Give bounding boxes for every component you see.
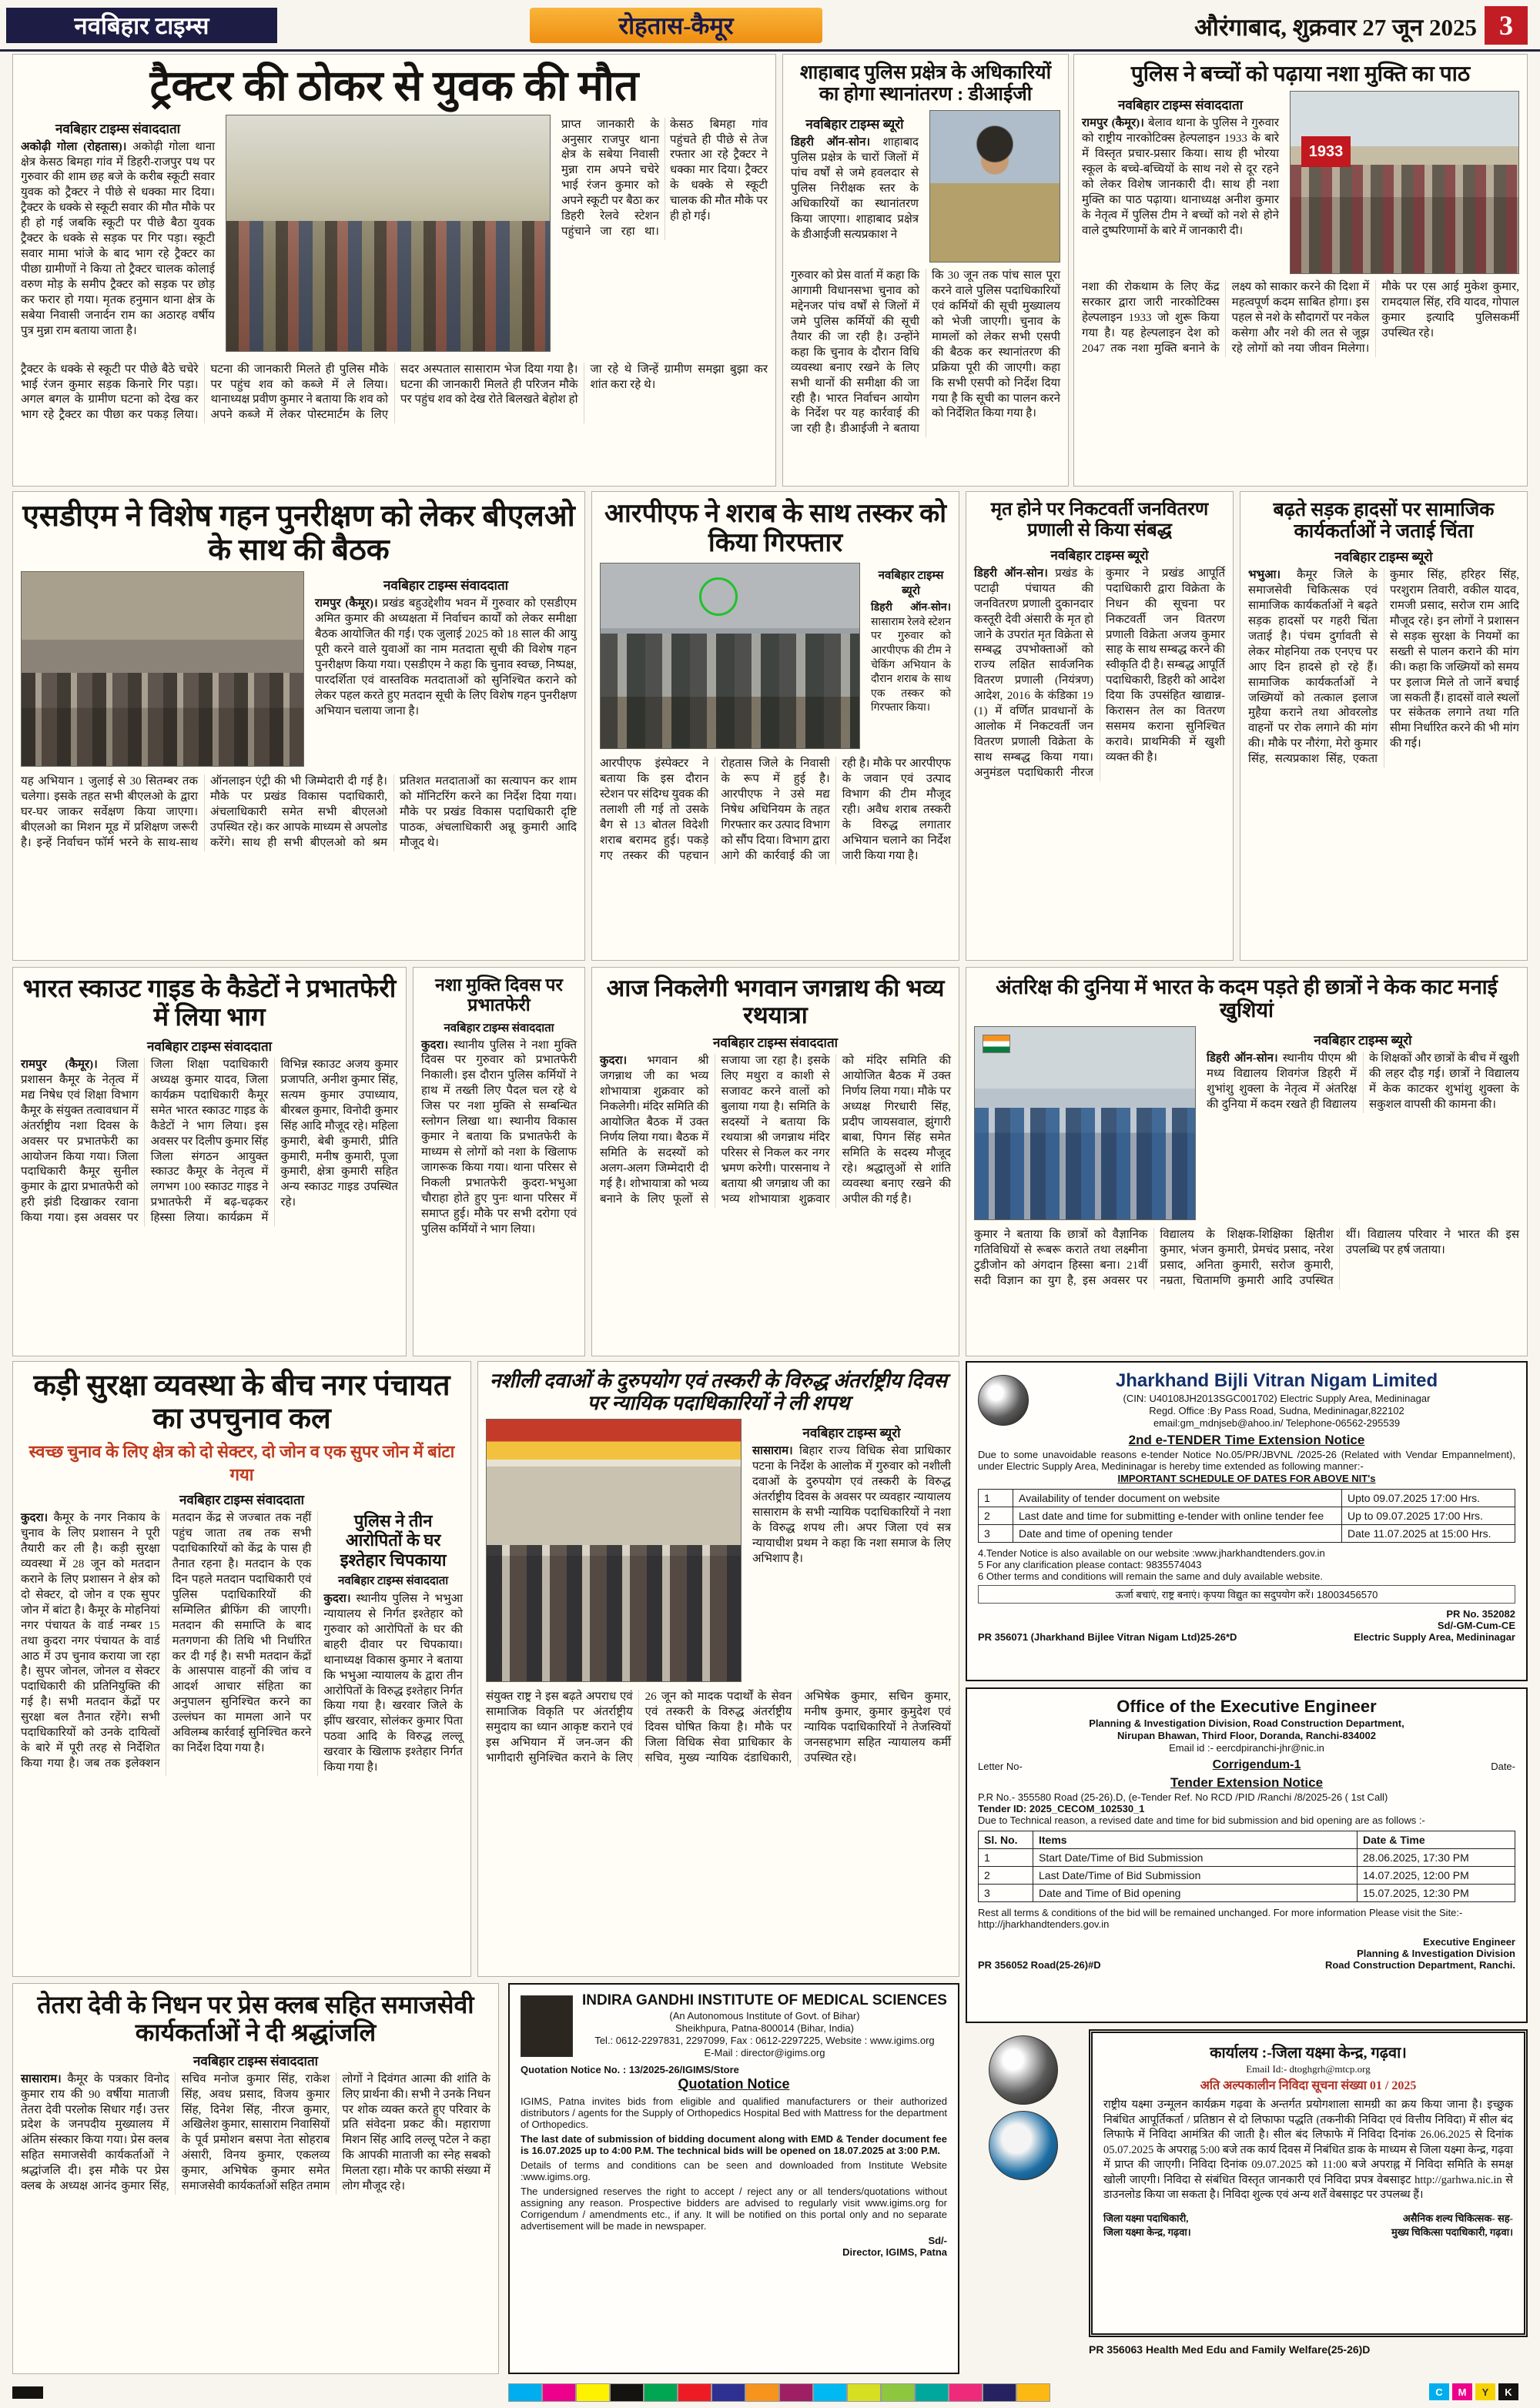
rpf-figures: [601, 634, 859, 748]
article-sdm-blo-meeting: [12, 491, 585, 961]
pr-line: PR 356052 Road(25-26)#D: [978, 1959, 1101, 1971]
headline: भारत स्काउट गाइड के कैडेटों ने प्रभातफेरी में लिया भाग: [22, 975, 397, 1032]
subheadline: स्वच्छ चुनाव के लिए क्षेत्र को दो सेक्टर, दो जोन व एक सुपर जोन में बांटा गया: [28, 1442, 455, 1485]
byline: नवबिहार टाइम्स संवाददाता: [712, 1035, 839, 1051]
ad-title: Office of the Executive Engineer: [1116, 1697, 1377, 1716]
students-figures: [975, 1108, 1195, 1219]
headline: आज निकलेगी भगवान जगन्नाथ की भव्य रथयात्रा: [606, 975, 945, 1028]
signature: असैनिक शल्य चिकित्सक- सह-: [1402, 2212, 1513, 2224]
letter-no-label: Letter No-: [978, 1761, 1023, 1772]
table-header-row: [979, 1831, 1515, 1849]
dateline: डिहरी ऑन-सोन।: [871, 602, 951, 614]
color-patch: [1016, 2383, 1050, 2402]
col-header: Sl. No.: [979, 1831, 1033, 1849]
article-photo-tractor-scene: [226, 115, 551, 352]
article-photo-sdm-meeting: [21, 571, 304, 767]
body-text: बिहार राज्य विधिक सेवा प्राधिकार पटना के निर्देश के आलोक में गुरुवार को नशीली दवाओं के दुरुपयोग एवं तस्करी के विरुद्ध अंतर्राष्ट्रीय दिवस के अवसर पर व्यवहार न्यायालय सासाराम के सभी न्यायिक पदाधिकारियों ने नशा के विरुद्ध शपथ ली। अपर जिला एवं सत्र न्यायाधीश प्रथम ने कहा कि नशा समाज के लिए अभिशाप है।: [752, 1445, 951, 1565]
sub-article-ishtehar: [323, 1511, 463, 1776]
dateline: डिहरी ऑन-सोन।: [1207, 1052, 1278, 1065]
body-text: कुमार ने बताया कि छात्रों को वैज्ञानिक गतिविधियों से रूबरू कराते तथा लक्ष्मीना टुडीजोन को अंगदान हिस्सा बना। 21वीं सदी विज्ञान का युग है, इस अवसर पर विद्यालय के शिक्षक-शिक्षिका क्षितीश कुमार, भंजन कुमारी, प्रेमचंद प्रसाद, नरेश प्रसाद, अनिता कुमारी, सरोज कुमारी, नम्रता, चितामणि कुमारी आदि उपस्थित थीं। विद्यालय परिवार ने भारत की इस उपलब्धि पर हर्ष जताया।: [974, 1229, 1519, 1288]
energy-slogan: ऊर्जा बचाएं, राष्ट्र बनाएं। कृपया विद्युत का सदुपयोग करें। 18003456570: [978, 1585, 1515, 1604]
article-prabhatpheri: [413, 967, 585, 1356]
tender-id: Tender ID: 2025_CECOM_102530_1: [978, 1803, 1145, 1814]
row-item: Date and time of opening tender: [1013, 1525, 1342, 1543]
row-no: 3: [979, 1525, 1013, 1543]
byline: नवबिहार टाइम्स संवाददाता: [1117, 98, 1244, 113]
color-patch: [813, 2383, 847, 2402]
ad-note: Rest all terms & conditions of the bid will be remained unchanged. For more information Please visit the Site:- http://jharkhandtenders.gov.in: [978, 1907, 1463, 1930]
ad-notice-title: Quotation Notice: [678, 2076, 790, 2092]
students-figures: [1291, 165, 1518, 274]
article-space-cake-celebration: [966, 967, 1528, 1356]
edition-region: रोहतास-कैमूर: [530, 8, 822, 43]
dateline: डिहरी ऑन-सोन।: [791, 136, 871, 149]
signature: जिला यक्ष्मा केन्द्र, गढ़वा।: [1103, 2226, 1191, 2238]
ad-paragraph: Details of terms and conditions can be seen and downloaded from Institute Website :www.igims.org.: [521, 2159, 947, 2182]
ad-contact-line: email:gm_mdnjseb@ahoo.in/ Telephone-06562-295539: [1153, 1417, 1401, 1429]
color-patch: [508, 2383, 542, 2402]
ad-intro: Due to some unavoidable reasons e-tender Notice No.05/PR/JBVNL /2025-26 (Related with Vendar Empannelment), under Electric Supply Area, Medininagar is hereby time extended as following manner:-: [978, 1449, 1515, 1472]
row-no: 3: [979, 1885, 1033, 1902]
color-patch: [847, 2383, 881, 2402]
cyan-swatch: C: [1429, 2383, 1449, 2400]
color-patch: [745, 2383, 779, 2402]
corrigendum-label: Corrigendum-1: [1212, 1758, 1301, 1771]
pr-line: PR 356071 (Jharkhand Bijlee Vitran Nigam Ltd)25-26*D: [978, 1631, 1237, 1643]
black-swatch: K: [1498, 2383, 1518, 2400]
page-number: 3: [1485, 6, 1528, 45]
body-text: स्थानीय पुलिस ने नशा मुक्ति दिवस पर गुरुवार को प्रभातफेरी निकाली। इस दौरान पुलिस कर्मियों ने हाथ में तख्ती लिए पैदल चल रहे थे जिस पर नशा मुक्ति से सम्बन्धित स्लोगन लिखा था। स्थानीय विकास कुमार ने बताया कि प्रभातफेरी के माध्यम से लोगों को नशा के खिलाफ जागरूक किया गया। थाना परिसर से निकली प्रभातफेरी कुदरा-भभुआ चौराहा होते हुए पुनः थाना परिसर में समाप्त हुई। मौके पर सभी दरोगा एवं पुलिस कर्मियों ने भाग लिया।: [421, 1038, 577, 1236]
quotation-notice-no: Quotation Notice No. : 13/2025-26/IGIMS/Store: [521, 2064, 739, 2075]
color-patch: [915, 2383, 949, 2402]
igims-logo-icon: [521, 1995, 573, 2057]
article-judicial-oath: [477, 1361, 959, 1977]
headline: आरपीएफ ने शराब के साथ तस्कर को किया गिरफ्तार: [604, 500, 947, 558]
body-text: स्थानीय पीएम श्री मध्य विद्यालय शिवगंज डिहरी में शुभांशु शुक्ला के नेतृत्व में अंतरिक्ष की दुनिया में कदम रखते ही विद्यालय के शिक्षकों और छात्रों के बीच में खुशी की लहर दौड़ गई। छात्रों ने विद्यालय में केक काटकर शुभांशु शुक्ला के सकुशल वापसी की कामना की।: [1207, 1052, 1519, 1112]
ad-paragraph: The last date of submission of bidding document along with EMD & Tender document fee is 16.07.2025 up to 4:00 P.M. The technical bids will be opened on 18.07.2025 at 3:00 P.M.: [521, 2133, 947, 2156]
dateline: सासाराम।: [21, 2072, 62, 2085]
color-patch: [711, 2383, 745, 2402]
row-date: Date 11.07.2025 at 15:00 Hrs.: [1342, 1525, 1515, 1543]
signature: Sd/-: [928, 2235, 947, 2246]
article-photo-students-cake: [974, 1026, 1196, 1220]
body-text: शाहाबाद पुलिस प्रक्षेत्र के चारों जिलों में पांच वर्षों से जमे हवलदार से पुलिस निरीक्षक स्तर के अधिकारियों का स्थानांतरण किया जाएगा। शाहाबाद प्रक्षेत्र के डीआईजी सत्यप्रकाश ने: [791, 136, 919, 241]
article-photo-dig-officer: [929, 110, 1060, 263]
row-date: Up to 09.07.2025 17:00 Hrs.: [1342, 1507, 1515, 1525]
ad-schedule-title: IMPORTANT SCHEDULE OF DATES FOR ABOVE NIT's: [1117, 1473, 1376, 1484]
row-item: Start Date/Time of Bid Submission: [1033, 1849, 1358, 1867]
body-text: बेलाव थाना के पुलिस ने गुरुवार को राष्ट्रीय नारकोटिक्स हेल्पलाइन 1933 के बारे में विस्तृत प्रचार-प्रसार किया। साथ ही भोरया स्कूल के बच्चे-बच्चियों के साथ नशे से दूर रहने को लेकर विशेष जानकारी दी। साथ ही नशा मुक्ति का पाठ पढ़ाया। थानाध्यक्ष अनीश कुमार के नेतृत्व में पुलिस टीम ने बच्चों को नशे से होने वाले दुष्परिणामों के बारे में जानकारी दी।: [1082, 117, 1280, 237]
ad-note: 6 Other terms and conditions will remain the same and duly available website.: [978, 1570, 1324, 1582]
dateline: अकोढ़ी गोला (रोहतास)।: [21, 140, 127, 153]
article-photo-oath-ceremony: [486, 1419, 742, 1682]
headline: कड़ी सुरक्षा व्यवस्था के बीच नगर पंचायत का उपचुनाव कल: [33, 1370, 450, 1435]
ad-intro: Due to Technical reason, a revised date and time for bid submission and bid opening are as follows :-: [978, 1814, 1425, 1826]
signature: मुख्य चिकित्सा पदाधिकारी, गढ़वा।: [1391, 2226, 1513, 2238]
row-item: Last date and time for submitting e-tender with online tender fee: [1013, 1507, 1342, 1525]
ad-org-name: INDIRA GANDHI INSTITUTE OF MEDICAL SCIENCES: [582, 1992, 947, 2008]
body-text: कैमूर जिले के समाजसेवी चिकित्सक एवं सामाजिक कार्यकर्ताओं ने बढ़ते सड़क हादसों पर गहरी चिंता जताई है। पंचम दुर्गावती से लेकर मोहनिया तक एनएच पर आए दिन हादसे हो रहे हैं। सामाजिक कार्यकर्ताओं ने जख्मियों को तत्काल इलाज मुहैया कराने तथा ओवरलोड वाहनों पर रोक लगाने की मांग की। मौके पर नौरंगा, मेरो कुमार सिंह, सत्यप्रकाश सिंह, एकता कुमार सिंह, हरिहर सिंह, परशुराम तिवारी, वकील यादव, रामजी प्रसाद, सरोज राम आदि मौजूद रहे। इन लोगों ने प्रशासन से सड़क सुरक्षा के नियमों का सख्ती से पालन कराने की मांग की। कहा कि जख्मियों को समय पर इलाज मिले तो जानें बचाई जा सकती हैं। हादसों वाले स्थलों पर संकेतक लगाने तथा गति सीमा निर्धारित करने की भी मांग की गई।: [1248, 569, 1519, 766]
helpline-placard: 1933: [1301, 136, 1351, 167]
body-text: प्रखंड के पटाढ़ी पंचायत की जनवितरण प्रणाली दुकानदार कस्तूरी देवी अंसारी के मृत हो जाने के उपरांत मृत विक्रेता से सम्बद्ध उपभोक्ताओं को राज्य लक्षित सार्वजनिक वितरण प्रणाली (नियंत्रण) आदेश, 2016 के कंडिका 19 (1) में वर्णित प्रावधानों के आलोक में निकटवर्ती जन वितरण प्रणाली विक्रेता के साथ सम्बद्ध किया गया। अनुमंडल पदाधिकारी नीरज कुमार ने प्रखंड आपूर्ति पदाधिकारी द्वारा विक्रेता के निधन की सूचना पर निकटवर्ती जन वितरण प्रणाली विक्रेता अजय कुमार साह के साथ सम्बद्ध करने की स्वीकृति दी है। सम्बद्ध आपूर्ति पदाधिकारी, डिहरी को आदेश दिया कि उपसंहित खाद्यान्न-किरासन तेल का वितरण ससमय कराना सुनिश्चित करावे। प्राथमिकी में खुशी व्यक्त की है।: [974, 567, 1225, 779]
byline: नवबिहार टाइम्स संवाददाता: [55, 121, 181, 136]
signature: Planning & Investigation Division: [1357, 1948, 1515, 1959]
ad-paragraph: IGIMS, Patna invites bids from eligible and qualified manufacturers or their authorized distributors / agents for the Supply of Orthopedics Hospital Bed with Mattress for the department of Orthopedics.: [521, 2095, 947, 2130]
row-no: 1: [979, 1849, 1033, 1867]
ad-paragraph: The undersigned reserves the right to accept / reject any or all tenders/quotations without assigning any reason. Prospective bidders are advised to regularly visit www.igims.org for Corrigendum / amendments etc., if any. It will be notified on this portal only and no separate advertisement will be made in newspaper.: [521, 2186, 947, 2232]
body-text: नशा की रोकथाम के लिए केंद्र सरकार द्वारा जारी नारकोटिक्स हेल्पलाइन 1933 जो शुरू किया गया है। यह हेल्पलाइन देश को 2047 तक नशा मुक्ति बनाने के लक्ष्य को साकार करने की दिशा में महत्वपूर्ण कदम साबित होगा। इस पहल से नशे के सौदागरों पर नकेल कसेगा और नशे की लत से जूझ रहे लोगों को नया जीवन मिलेगा। मौके पर एस आई मुकेश कुमार, रामदयाल सिंह, रवि यादव, गोपाल कुमार इत्यादि पुलिसकर्मी उपस्थित रहे।: [1082, 281, 1519, 356]
registration-mark: [12, 2386, 43, 2399]
byline: नवबिहार टाइम्स संवाददाता: [383, 578, 509, 594]
event-banner: [487, 1420, 741, 1460]
jbvnl-logo-icon: [978, 1375, 1029, 1426]
byline: नवबिहार टाइम्स संवाददाता: [444, 1022, 554, 1035]
body-text: आरपीएफ इंस्पेक्टर ने बताया कि इस दौरान स्टेशन पर संदिग्ध युवक की तलाशी ली गई तो उसके बैग से 13 बोतल विदेशी शराब बरामद हुई। पकड़े गए तस्कर की पहचान रोहतास जिले के निवासी के रूप में हुई है। आरपीएफ ने उसे मद्य निषेध अधिनियम के तहत गिरफ्तार कर उत्पाद विभाग को सौंप दिया। विभाग द्वारा आगे की कार्रवाई की जा रही है। मौके पर आरपीएफ के जवान एवं उत्पाद विभाग की टीम मौजूद रही। अवैध शराब तस्करी के विरुद्ध लगातार अभियान चलाने का निर्देश जारी किया गया है।: [600, 758, 951, 862]
ad-jbvnl-tender: [966, 1361, 1528, 1681]
dateline: कुदरा।: [600, 1055, 628, 1068]
headline: नशीली दवाओं के दुरुपयोग एवं तस्करी के विरुद्ध अंतर्राष्ट्रीय दिवस पर न्यायिक पदाधिकारियों ने ली शपथ: [489, 1370, 948, 1415]
byline: नवबिहार टाइम्स संवाददाता: [179, 1493, 305, 1508]
ad-office-line: Regd. Office :By Pass Road, Sudna, Medininagar,822102: [1149, 1405, 1404, 1416]
ad-body: राष्ट्रीय यक्ष्मा उन्मूलन कार्यक्रम गढ़वा के अन्तर्गत प्रयोगशाला सामग्री का क्रय किया जाना है। इच्छुक निबंधित आपूर्तिकर्ता / प्रतिष्ठान से दो लिफाफा पद्धति (तकनीकी निविदा एवं वित्तीय निविदा) में सील बंद लिफाफे में निविदा आमंत्रित की जाती है। सील बंद लिफाफे में निविदा दिनांक 26.06.2025 से दिनांक 05.07.2025 के अपराह्न 5:00 बजे तक कार्य दिवस में निबंधित डाक के माध्यम से जिला यक्ष्मा केन्द्र, गढ़वा में प्राप्त की जाएगी। निविदा दिनांक 09.07.2025 को 11:00 बजे अपराह्न में निविदा समिति के समक्ष खोली जाएगी। निविदा से संबंधित विस्तृत जानकारी एवं निविदा प्रपत्र वेबसाइट http://garhwa.nic.in से डाउनलोड किया जा सकता है। निविदा शुल्क एवं अन्य शर्तें वेबसाइट पर उपलब्ध हैं।: [1103, 2099, 1513, 2202]
body-text: यह अभियान 1 जुलाई से 30 सितम्बर तक चलेगा। इसके तहत सभी बीएलओ के द्वारा घर-घर जाकर सर्वेक्षण किया जाएगा। बीएलओ का मिशन मूड में प्रशिक्षण जरूरी है। इन्हें निर्वाचन फॉर्म भरने के साथ-साथ ऑनलाइन एंट्री की भी जिम्मेदारी दी गई है। मौके पर प्रखंड विकास पदाधिकारी, अंचलाधिकारी समेत सभी बीएलओ उपस्थित रहे। कर आपके माध्यम से अपलोड करेंगे। साथ ही सभी बीएलओ को श्रम प्रतिशत मतदाताओं का सत्यापन कर शाम को मॉनिटरिंग करने का निर्देश दिया गया। मौके पर प्रखंड विकास पदाधिकारी दृष्टि पाठक, अंचलाधिकारी अन्नू कुमारी आदि मौजूद थे।: [21, 775, 577, 850]
body-text: भगवान श्री जगन्नाथ जी का भव्य शोभायात्रा शुक्रवार को निकलेगी। मंदिर समिति की आयोजित बैठक में उक्त निर्णय लिया गया। बैठक में समिति के सदस्यों को अलग-अलग जिम्मेदारी दी गई है। शोभायात्रा को भव्य बनाने के लिए फूलों से सजाया जा रहा है। इसके लिए मथुरा व काशी से सजावट करने वालों को बुलाया गया है। समिति के सदस्यों ने बताया कि रथयात्रा श्री जगन्नाथ मंदिर परिसर से निकल कर नगर भ्रमण करेगी। पारसनाथ ने बताया श्री जगन्नाथ जी का भव्य शोभायात्रा शुक्रवार को मंदिर समिति की आयोजित बैठक में उक्त निर्णय लिया गया। मौके पर अध्यक्ष गिरधारी सिंह, प्रदीप जायसवाल, झुंगारी बाबा, पिगन सिंह समेत समिति के सदस्य मौजूद रहे। श्रद्धालुओं से शांति व्यवस्था बनाए रखने की अपील की गई है।: [600, 1055, 951, 1206]
byline: नवबिहार टाइम्स संवाददाता: [338, 1574, 449, 1587]
article-byelection-security: [12, 1361, 471, 1977]
dateline: सासाराम।: [752, 1445, 793, 1458]
byline: नवबिहार टाइम्स ब्यूरो: [802, 1426, 901, 1441]
ad-notice-title: 2nd e-TENDER Time Extension Notice: [1128, 1433, 1365, 1447]
headline: अंतरिक्ष की दुनिया में भारत के कदम पड़ते ही छात्रों ने केक काट मनाई खुशियां: [996, 975, 1498, 1022]
date-label: Date-: [1491, 1761, 1515, 1772]
headline: तेतरा देवी के निधन पर प्रेस क्लब सहित समाजसेवी कार्यकर्ताओं ने दी श्रद्धांजलि: [37, 1991, 474, 2046]
ad-igims-quotation: [508, 1983, 959, 2374]
cmyk-labels: [1429, 2383, 1518, 2400]
registration-strip: [508, 2383, 1050, 2400]
table-row: [979, 1507, 1515, 1525]
color-patch: [610, 2383, 644, 2402]
row-date: 14.07.2025, 12:00 PM: [1358, 1867, 1515, 1885]
color-patch: [949, 2383, 983, 2402]
article-police-transfer: [782, 54, 1069, 487]
row-no: 2: [979, 1867, 1033, 1885]
signature: Executive Engineer: [1423, 1936, 1515, 1948]
sub-headline: पुलिस ने तीन आरोपितों के घर इश्तेहार चिपकाया: [340, 1511, 447, 1570]
body-text: कैमूर के पत्रकार विनोद कुमार राय की 90 वर्षीया माताजी तेतरा देवी परलोक सिधार गईं। उत्तर प्रदेश के जनपदीय मुख्यालय में अंतिम संस्कार किया गया। प्रेस क्लब सहित समाजसेवी कार्यकर्ताओं ने श्रद्धांजलि दी। इस मौके पर प्रेस क्लब के अध्यक्ष आनंद कुमार सिंह, सचिव मनोज कुमार सिंह, राकेश सिंह, अवध प्रसाद, विजय कुमार सिंह, दिनेश सिंह, नीरज कुमार, अखिलेश कुमार, सासाराम निवासियों के पूर्व प्रमोशन बसपा नेता सोहराब अंसारी, विनय कुमार, एकलव्य कुमार, अभिषेक कुमार समेत समाजसेवी कार्यकर्ताओं सहित तमाम लोगों ने दिवंगत आत्मा की शांति के लिए प्रार्थना की। सभी ने उनके निधन पर शोक व्यक्त करते हुए परिवार के प्रति संवेदना प्रकट की। महाराणा मिशन सिंह आदि लल्लू पटेल ने कहा कि आपकी माताजी का स्नेह सबको मिलता रहा। मौके पर काफी संख्या में लोग मौजूद रहे।: [21, 2072, 490, 2193]
table-row: [979, 1490, 1515, 1507]
color-patch: [644, 2383, 678, 2402]
col-header: Items: [1033, 1831, 1358, 1849]
headline: एसडीएम ने विशेष गहन पुनरीक्षण को लेकर बीएलओ के साथ की बैठक: [22, 500, 575, 567]
row-item: Availability of tender document on website: [1013, 1490, 1342, 1507]
byline: नवबिहार टाइम्स ब्यूरो: [805, 117, 904, 132]
headline: शाहाबाद पुलिस प्रक्षेत्र के अधिकारियों का होगा स्थानांतरण : डीआईजी: [799, 62, 1052, 105]
byline: नवबिहार टाइम्स ब्यूरो: [1334, 550, 1433, 564]
row-no: 1: [979, 1490, 1013, 1507]
headline: बढ़ते सड़क हादसों पर सामाजिक कार्यकर्ताओं ने जताई चिंता: [1273, 500, 1495, 542]
ad-ref-line: P.R No.- 355580 Road (25-26).D, (e-Tender Ref. No RCD /PID /Ranchi /8/2025-26 ( 1st Call): [978, 1791, 1388, 1803]
table-row: [979, 1849, 1515, 1867]
byline: नवबिहार टाइम्स ब्यूरो: [1314, 1033, 1412, 1048]
article-pds-attach: [966, 491, 1234, 961]
ad-notice-line: अति अल्पकालीन निविदा सूचना संख्या 01 / 2025: [1200, 2079, 1417, 2092]
article-scout-guide: [12, 967, 407, 1356]
ad-note: 5 For any clarification please contact: 9835574043: [978, 1559, 1202, 1570]
signature: जिला यक्ष्मा पदाधिकारी,: [1103, 2212, 1189, 2224]
body-text: जिला प्रशासन कैमूर के नेतृत्व में मद्य निषेध एवं शिक्षा विभाग कैमूर के संयुक्त तत्वावधान में अंतर्राष्ट्रीय नशा दिवस के अवसर पर प्रभातफेरी का आयोजन किया गया। जिला पदाधिकारी कैमूर सुनील कुमार के द्वारा प्रभातफेरी को हरी झंडी दिखाकर रवाना किया गया। इस अवसर पर जिला शिक्षा पदाधिकारी अध्यक्ष कुमार यादव, जिला कार्यक्रम पदाधिकारी कैमूर समेत भारत स्काउट गाइड के कैडेटों ने भाग लिया। इस अवसर पर दिलीप कुमार सिंह जिला संगठन आयुक्त स्काउट कैमूर के नेतृत्व में लगभग 100 स्काउट गाइड ने प्रभातफेरी में बढ़-चढ़कर हिस्सा लिया। कार्यक्रम में विभिन्न स्काउट अजय कुमार प्रजापति, अनीश कुमार सिंह, सत्यम कुमार उपाध्याय, बीरबल कुमार, विनोदी कुमार सिंह आदि मौजूद रहे। महिला कुमारी, बेबी कुमारी, प्रीति कुमारी, मनीष कुमारी, पूजा कुमारी, क्षेत्रा कुमारी सहित अन्य स्काउट गाइड उपस्थित रहे।: [21, 1058, 398, 1225]
table-row: [979, 1867, 1515, 1885]
dateline: रामपुर (कैमूर)।: [1082, 117, 1144, 130]
dateline: रामपुर (कैमूर)।: [21, 1058, 98, 1071]
signature-area: Electric Supply Area, Medininagar: [1354, 1631, 1515, 1643]
body-text: स्थानीय पुलिस ने भभुआ न्यायालय से निर्गत इश्तेहार को गुरुवार को आरोपितों के घर की बाहरी दीवार पर चिपकाया। थानाध्यक्ष विकास कुमार ने बताया कि भभुआ न्यायालय के द्वारा तीन आरोपितों के विरुद्ध इश्तेहार निर्गत किया गया है। खरवार जिले के झींप खरवार, सोलंकर कुमार पिता पठवा आदि के विरुद्ध लल्लू खरवार के खिलाफ इश्तेहार निर्गत किया गया है।: [323, 1592, 463, 1774]
article-road-accidents: [1240, 491, 1528, 961]
signature: Sd/-GM-Cum-CE: [1437, 1620, 1515, 1631]
bid-schedule-table: [978, 1831, 1515, 1902]
emblem-strip: [966, 2029, 1081, 2374]
byline: नवबिहार टाइम्स संवाददाता: [192, 2053, 319, 2069]
color-patch: [779, 2383, 813, 2402]
article-nasha-mukti-path: [1073, 54, 1528, 487]
body-text: कैमूर के नगर निकाय के चुनाव के लिए प्रशासन ने पूरी तैयारी कर ली है। कड़ी सुरक्षा व्यवस्था में 28 जून को मतदान कराने के लिए प्रशासन ने क्षेत्र को दो सेक्टर, दो जोन व एक सुपर जोन में बांटा है। कैमूर के मोहनियां नगर पंचायत के वार्ड नम्बर 15 तथा कुदरा नगर पंचायत के वार्ड आठ में उप चुनाव कराया जा रहा है। सुपर जोनल, जोनल व सेक्टर पदाधिकारी की प्रतिनियुक्ति की गई है। सभी मतदान केंद्रों पर सुरक्षा बल तैनात रहेंगे। सभी पदाधिकारियों को उनके दायित्वों के बारे में पूरी तरह से निर्देशित किया गया है। जब तक इलेक्शन मतदान केंद्र से जज्बात तक नहीं पहुंच जाता तब तक सभी पदाधिकारियों को केंद्र के पास ही तैनात रहना है। मतदान के एक दिन पहले मतदान पदाधिकारी एवं पुलिस पदाधिकारियों की सम्मिलित ब्रीफिंग की जाएगी। मतदान की समाप्ति के बाद मतगणना की तिथि भी निर्धारित कर दी गई है। सभी मतदान केंद्रों के आसपास वाहनों की जांच व आदर्श आचार संहिता का अनुपालन सुनिश्चित करने का उल्लंघन का मामला आने पर अविलम्ब कार्रवाई सुनिश्चित करने का निर्देश दिया गया है।: [21, 1512, 312, 1771]
body-text: सासाराम रेलवे स्टेशन पर गुरुवार को आरपीएफ की टीम ने चेकिंग अभियान के दौरान शराब के साथ एक तस्कर को गिरफ्तार किया।: [871, 616, 951, 714]
masthead-date: औरंगाबाद, शुक्रवार 27 जून 2025: [1194, 14, 1477, 41]
color-patch: [881, 2383, 915, 2402]
dateline: डिहरी ऑन-सोन।: [974, 567, 1048, 580]
color-patch: [542, 2383, 576, 2402]
ad-sub-line: E-Mail : director@igims.org: [704, 2047, 825, 2059]
row-item: Last Date/Time of Bid Submission: [1033, 1867, 1358, 1885]
dateline: कुदरा।: [421, 1038, 449, 1052]
byline: नवबिहार टाइम्स संवाददाता: [146, 1038, 273, 1054]
signature: Director, IGIMS, Patna: [842, 2246, 947, 2258]
headline: पुलिस ने बच्चों को पढ़ाया नशा मुक्ति का पाठ: [1130, 62, 1471, 86]
masthead-rule: [0, 49, 1540, 52]
color-patch: [983, 2383, 1016, 2402]
headline: ट्रैक्टर की ठोकर से युवक की मौत: [149, 62, 639, 109]
yellow-swatch: Y: [1475, 2383, 1495, 2400]
tender-schedule-table: [978, 1489, 1515, 1543]
body-text: गुरुवार को प्रेस वार्ता में कहा कि आगामी विधानसभा चुनाव को मद्देनजर पांच वर्षों से जिलों में जमे पुलिस कर्मियों की सूची तैयार की जा रही है। उन्होंने कहा कि चुनाव के दौरान विधि व्यवस्था बनाए रखने के लिए सभी थानों की समीक्षा की जा रही है। भारत निर्वाचन आयोग के निर्देश पर यह कार्रवाई की जा रही है। डीआईजी ने बताया कि 30 जून तक पांच साल पूरा करने वाले पुलिस पदाधिकारियों एवं कर्मियों की सूची मुख्यालय को भेजी जाएगी। चुनाव के मामलों को लेकर सभी एसपी की बैठक कर स्थानांतरण की प्रक्रिया पूरी की जाएगी। कहा कि सभी एसपी को निर्देश दिया गया है कि सूची का पालन करने को निर्देशित किया गया है।: [791, 269, 1060, 436]
ad-dept-line: Nirupan Bhawan, Third Floor, Doranda, Ranchi-834002: [1117, 1730, 1376, 1741]
dateline: कुदरा।: [323, 1592, 351, 1605]
india-flag: [983, 1035, 1010, 1053]
color-patch: [576, 2383, 610, 2402]
article-photo-police-school: [1290, 91, 1519, 274]
table-row: [979, 1525, 1515, 1543]
byline: नवबिहार टाइम्स ब्यूरो: [878, 570, 944, 598]
color-patch: [678, 2383, 711, 2402]
ad-email-line: Email id :- eercdpiranchi-jhr@nic.in: [1169, 1742, 1324, 1754]
ad-sub-line: Tel.: 0612-2297831, 2297099, Fax : 0612-2297225, Website : www.igims.org: [594, 2035, 935, 2046]
article-rpf-arrest: [591, 491, 959, 961]
magenta-swatch: M: [1452, 2383, 1472, 2400]
health-emblem-icon: [989, 2111, 1058, 2180]
body-text: प्रखंड बहुउद्देशीय भवन में गुरुवार को एसडीएम अमित कुमार की अध्यक्षता में निर्वाचन कार्यों को लेकर समीक्षा बैठक आयोजित की गई। एक जुलाई 2025 को 18 साल की आयु पूरी करने वाले युवाओं का नाम मतदाता सूची की विशेष गहन पुनरीक्षण किया गया। एसडीएम ने कहा कि चुनाव स्वच्छ, निष्पक्ष, पारदर्शिता एवं वास्तविक मतदाताओं को सुनिश्चित कराने को लेकर पहल करते हुए मतदान सूची के लिए विशेष गहन पुनरीक्षण अभियान चलाया जाना है।: [315, 597, 578, 717]
officials-figures: [487, 1545, 741, 1681]
body-text: प्राप्त जानकारी के अनुसार राजपुर थाना क्षेत्र के सबेया निवासी मुन्ना राम अपने चचेरे भाई रंजन कुमार को अपने स्कूटी पर बैठा कर डिहरी रेलवे स्टेशन पहुंचाने जा रहा था। केसठ बिमहा गांव पहुंचते ही पीछे से तेज रफ्तार आ रहे ट्रैक्टर ने धक्का मार दिया। ट्रैक्टर के धक्के से स्कूटी चालक की मौत मौके पर ही हो गई।: [561, 118, 768, 239]
ad-title: कार्यालय :-जिला यक्ष्मा केन्द्र, गढ़वा।: [1210, 2045, 1407, 2062]
article-jagannath-rathyatra: [591, 967, 959, 1356]
row-no: 2: [979, 1507, 1013, 1525]
headline: नशा मुक्ति दिवस पर प्रभातफेरी: [435, 975, 563, 1015]
byline: नवबिहार टाइम्स ब्यूरो: [1050, 547, 1149, 563]
row-item: Date and Time of Bid opening: [1033, 1885, 1358, 1902]
article-tractor-death: [12, 54, 776, 487]
meeting-figures: [22, 673, 303, 766]
pr-no: PR No. 352082: [1446, 1608, 1515, 1620]
ad-org-name: Jharkhand Bijli Vitran Nigam Limited: [1115, 1370, 1438, 1391]
newspaper-name: नवबिहार टाइम्स: [6, 8, 277, 43]
ad-note: 4.Tender Notice is also available on our website :www.jharkhandtenders.gov.in: [978, 1547, 1325, 1559]
dateline: भभुआ।: [1248, 569, 1281, 581]
emblem-icon: [989, 2035, 1058, 2105]
crowd-figures: [226, 221, 550, 350]
table-row: [979, 1885, 1515, 1902]
col-header: Date & Time: [1358, 1831, 1515, 1849]
ad-cin-line: (CIN: U40108JH2013SGC001702) Electric Supply Area, Medininagar: [1123, 1393, 1431, 1404]
dateline: कुदरा।: [21, 1512, 49, 1525]
article-photo-rpf-smuggler: [600, 563, 860, 749]
dateline: रामपुर (कैमूर)।: [315, 597, 378, 610]
pr-line: PR 356063 Health Med Edu and Family Welfare(25-26)D: [1089, 2343, 1371, 2356]
ad-executive-engineer: [966, 1687, 1528, 2023]
ad-sub-line: Sheikhpura, Patna-800014 (Bihar, India): [675, 2022, 854, 2034]
signature: Road Construction Department, Ranchi.: [1324, 1959, 1515, 1971]
article-tetra-devi-condolence: [12, 1983, 499, 2374]
body-text: ट्रैक्टर के धक्के से स्कूटी पर पीछे बैठे चचेरे भाई रंजन कुमार सड़क किनारे गिर पड़ा। अगल बगल के ग्रामीण घटना को देख कर भाग रहे ट्रैक्टर का पीछा कर पकड़ लिया। घटना की जानकारी मिलते ही पुलिस मौके पर पहुंच शव को कब्जे में ले लिया। थानाध्यक्ष प्रवीण कुमार ने बताया कि शव को अपने कब्जे में लेकर पोस्टमार्टम के लिए सदर अस्पताल सासाराम भेज दिया गया है। घटना की जानकारी मिलते ही परिजन मौके पर पहुंच शव को देख रोते बिलखते बेहोश हो जा रहे थे जिन्हें ग्रामीण समझा बुझा कर शांत करा रहे थे।: [21, 363, 768, 422]
row-date: 28.06.2025, 17:30 PM: [1358, 1849, 1515, 1867]
row-date: 15.07.2025, 12:30 PM: [1358, 1885, 1515, 1902]
headline: मृत होने पर निकटवर्ती जनवितरण प्रणाली से किया संबद्ध: [990, 500, 1209, 540]
suspect-highlight-circle: [699, 577, 738, 616]
ad-email-line: Email Id:- dtoghgrh@mtcp.org: [1246, 2063, 1371, 2075]
body-text: संयुक्त राष्ट्र ने इस बढ़ते अपराध एवं सामाजिक विकृति पर अंतर्राष्ट्रीय समुदाय का ध्यान आकृष्ट कराने एवं इस अभियान में जन-जन की भागीदारी सुनिश्चित कराने के लिए 26 जून को मादक पदार्थों के सेवन एवं तस्करी के विरुद्ध अंतर्राष्ट्रीय दिवस घोषित किया है। मौके पर जिला विधिक सेवा प्राधिकार के सचिव, मुख्य न्यायिक दंडाधिकारी, अभिषेक कुमार, सचिन कुमार, मनीष कुमार, कुमार कुमुदेश एवं न्यायिक पदाधिकारियों ने तेजस्वियों जनसहभाग सहित न्यायालय कर्मी उपस्थित रहे।: [486, 1691, 951, 1764]
ad-notice-title: Tender Extension Notice: [1170, 1775, 1324, 1790]
body-text: अकोढ़ी गोला थाना क्षेत्र केसठ बिमहा गांव में डिहरी-राजपुर पथ पर गुरुवार की शाम छह बजे के करीब स्कूटी सवार युवक को ट्रैक्टर ने पीछे से धक्का मार दिया। ट्रैक्टर के धक्के से स्कूटी सवार की मौत मौके पर ही हो गई जबकि स्कूटी पर पीछे बैठा युवक ट्रैक्टर के धक्के से सड़क पर गिर पड़ा। स्कूटी सवार मामा भांजे के बाद भाग रहे ट्रैक्टर का पीछा ग्रामीणों ने किया तो ट्रैक्टर चालक कोलाई वरुण मोड़ के समीप ट्रैक्टर को सड़क पर छोड़ कर फरार हो गया। मृतक हनुमान थाना क्षेत्र के सबेया निवासी जनार्दन राम का अठारह वर्षीय पुत्र मुन्ना राम बताया जाता है।: [21, 140, 215, 337]
ad-sub-line: (An Autonomous Institute of Govt. of Bihar): [669, 2010, 860, 2022]
row-date: Upto 09.07.2025 17:00 Hrs.: [1342, 1490, 1515, 1507]
ad-dept-line: Planning & Investigation Division, Road Construction Department,: [1089, 1717, 1404, 1729]
ad-tb-centre-garhwa: [1089, 2029, 1528, 2337]
